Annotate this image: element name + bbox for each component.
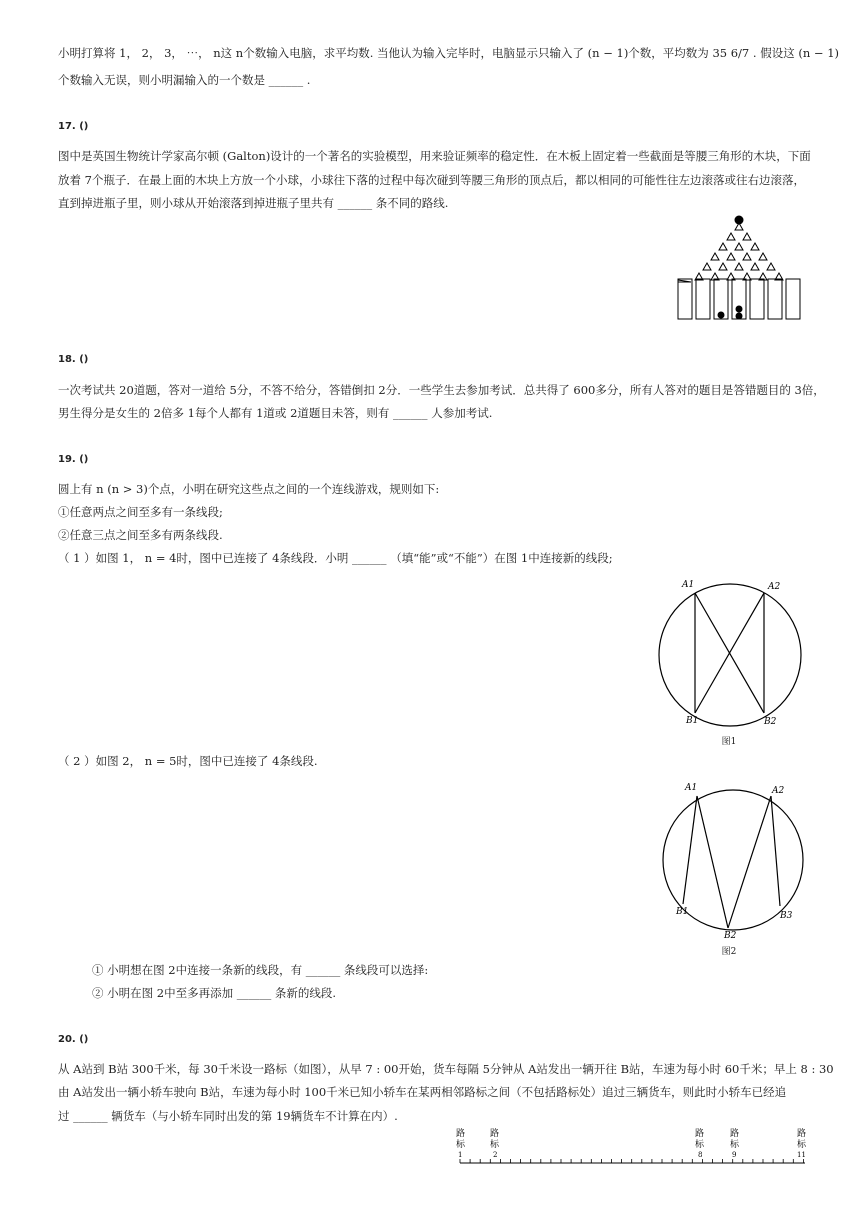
q20-number: 20. () [58,1034,89,1045]
fig1-label-a1: A1 [682,580,695,590]
q20-line3: 过 ______ 辆货车（与小轿车同时出发的第 19辆货车不计算在内）. [58,1109,398,1123]
marker-9-number: 9 [732,1151,737,1159]
q17-number: 17. () [58,121,89,132]
q17-line3: 直到掉进瓶子里，则小球从开始滚落到掉进瓶子里共有 ______ 条不同的路线. [58,196,449,210]
marker-1-char1: 路 [456,1129,466,1139]
q19-rule1: ①任意两点之间至多有一条线段; [58,505,223,519]
q19-sub1: ① 小明想在图 2中连接一条新的线段，有 ______ 条线段可以选择: [92,963,429,977]
q19-intro: 圆上有 n (n > 3)个点，小明在研究这些点之间的一个连线游戏，规则如下: [58,482,440,496]
q19-part2: （ 2 ）如图 2， n = 5时，图中已连接了 4条线段. [58,754,318,768]
marker-9-char1: 路 [730,1129,740,1139]
figure-1-circle [650,575,810,735]
fig1-label-b2: B2 [764,717,777,727]
q19-part1: （ 1 ）如图 1， n = 4时，图中已连接了 4条线段．小明 ______ （填“能”或“不能”）在图 1中连接新的线段; [58,551,613,565]
q19-sub2: ② 小明在图 2中至多再添加 ______ 条新的线段. [92,986,337,1000]
q19-rule2: ②任意三点之间至多有两条线段. [58,528,223,542]
q17-line2: 放着 7个瓶子．在最上面的木块上方放一个小球，小球往下落的过程中每次碰到等腰三角形的顶点后，都以相同的可能性往左边滚落或往右边滚落， [58,173,805,187]
fig2-label-b1: B1 [676,907,689,917]
marker-8-char2: 标 [695,1140,705,1150]
fig2-label-b2: B2 [724,931,737,941]
q17-line1: 图中是英国生物统计学家高尔顿 (Galton)设计的一个著名的实验模型，用来验证频率的稳定性．在木板上固定着一些截面是等腰三角形的木块，下面 [58,149,811,163]
galton-board-figure [676,212,804,322]
fig1-label-b1: B1 [686,716,699,726]
q16-line1: 小明打算将 1， 2， 3， ⋯， n这 n个数输入电脑，求平均数. 当他认为输入完毕时，电脑显示只输入了 (n − 1)个数，平均数为 35 6/7 . 假设这 (n − 1) [58,46,840,60]
marker-8-char1: 路 [695,1129,705,1139]
fig2-label-a2: A2 [772,786,785,796]
figure-2-circle [655,780,815,940]
fig2-label-a1: A1 [685,783,698,793]
q19-number: 19. () [58,454,89,465]
marker-11-char2: 标 [797,1140,807,1150]
marker-8-number: 8 [698,1151,703,1159]
figure-2-caption: 图2 [721,947,737,957]
marker-11-char1: 路 [797,1129,807,1139]
milestone-road-figure [450,1125,810,1170]
marker-2-number: 2 [493,1151,498,1159]
q20-line2: 由 A站发出一辆小轿车驶向 B站，车速为每小时 100千米已知小轿车在某两相邻路标之间（不包括路标处）追过三辆货车，则此时小轿车已经追 [58,1085,787,1099]
q18-number: 18. () [58,354,89,365]
fig1-label-a2: A2 [768,582,781,592]
fig2-label-b3: B3 [780,911,793,921]
marker-9-char2: 标 [730,1140,740,1150]
q18-line2: 男生得分是女生的 2倍多 1每个人都有 1道或 2道题目未答，则有 ______ 人参加考试. [58,406,493,420]
figure-1-caption: 图1 [721,737,737,747]
q20-line1: 从 A站到 B站 300千米，每 30千米设一路标（如图），从早 7 : 00开始，货车每隔 5分钟从 A站发出一辆开往 B站，车速为每小时 60千米；早上 8 : 30 [58,1062,834,1076]
marker-1-number: 1 [458,1151,463,1159]
marker-2-char2: 标 [490,1140,500,1150]
marker-1-char2: 标 [456,1140,466,1150]
q16-line2: 个数输入无误，则小明漏输入的一个数是 ______ . [58,73,311,87]
marker-2-char1: 路 [490,1129,500,1139]
marker-11-number: 11 [797,1151,806,1159]
q18-line1: 一次考试共 20道题，答对一道给 5分，不答不给分，答错倒扣 2分．一些学生去参加考试．总共得了 600多分，所有人答对的题目是答错题目的 3倍， [58,383,825,397]
